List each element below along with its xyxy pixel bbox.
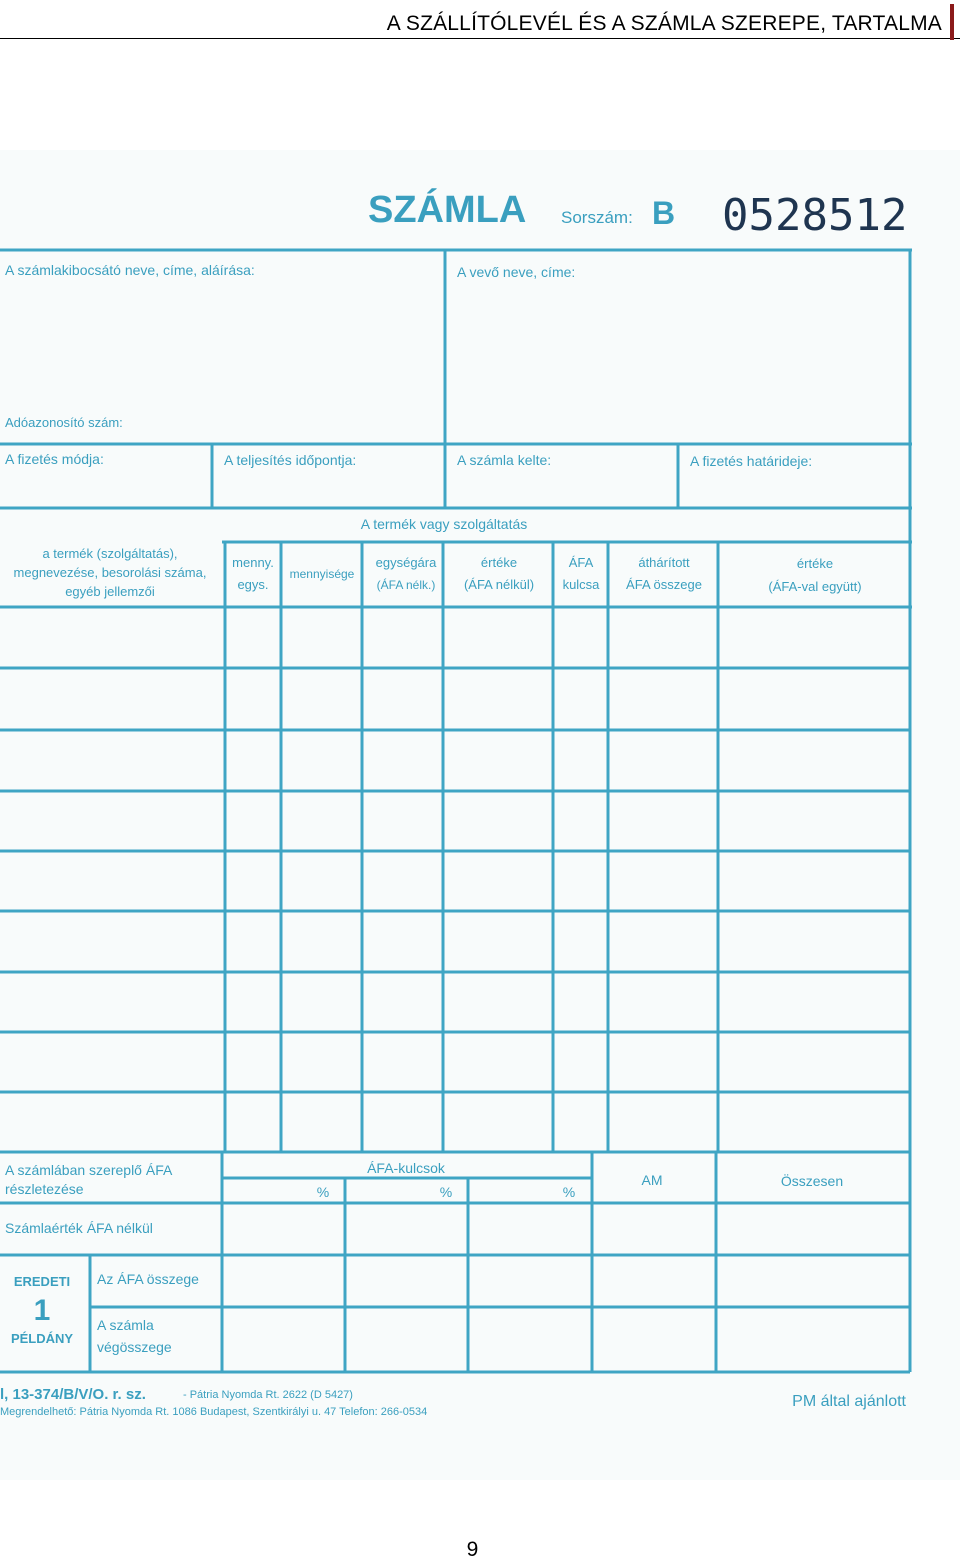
percent-1: %: [316, 1184, 330, 1200]
footer-printer: - Pátria Nyomda Rt. 2622 (D 5427): [183, 1389, 353, 1401]
col-gross-value-line2: (ÁFA-val együtt): [768, 579, 862, 594]
grand-total-line1: A számla: [97, 1317, 154, 1333]
col-unit-price-line2: (ÁFA nélk.): [376, 578, 436, 592]
col-unit-line1: menny.: [232, 555, 274, 570]
page-header-title: A SZÁLLÍTÓLEVÉL ÉS A SZÁMLA SZEREPE, TARTALMA: [386, 12, 942, 35]
tax-id-label: Adóazonosító szám:: [5, 415, 123, 430]
issuer-label: A számlakibocsátó neve, címe, aláírása:: [5, 262, 255, 278]
percent-3: %: [562, 1184, 576, 1200]
invoice-date-label: A számla kelte:: [457, 452, 552, 468]
copy-label-copy: PÉLDÁNY: [10, 1331, 74, 1346]
payment-method-label: A fizetés módja:: [5, 451, 104, 467]
col-gross-value-line1: értéke: [796, 556, 834, 571]
payment-due-label: A fizetés határideje:: [690, 453, 813, 469]
vat-breakdown-line2: részletezése: [5, 1181, 84, 1197]
percent-2: %: [439, 1184, 453, 1200]
col-unit-price-line1: egységára: [375, 555, 437, 570]
serial-series: B: [652, 195, 676, 231]
product-group-label: A termék vagy szolgáltatás: [360, 516, 528, 532]
vat-breakdown-line1: A számlában szereplő ÁFA: [5, 1162, 173, 1178]
vat-total-label: Az ÁFA összege: [97, 1271, 199, 1287]
grand-total-line2: végösszege: [97, 1339, 172, 1355]
serial-label: Sorszám:: [561, 208, 633, 227]
fulfillment-date-label: A teljesítés időpontja:: [224, 452, 357, 468]
column-headers: [14, 546, 862, 599]
col-net-value-line2: (ÁFA nélkül): [463, 577, 535, 592]
invoice-title: SZÁMLA: [368, 189, 527, 231]
vat-rates-label: ÁFA-kulcsok: [367, 1160, 445, 1176]
invoice-form-drawing: [0, 150, 960, 1480]
serial-number: 0528512: [722, 190, 908, 241]
footer-recommended: PM által ajánlott: [792, 1393, 906, 1410]
header-rule: [0, 38, 960, 39]
col-unit-line2: egys.: [237, 577, 269, 592]
buyer-label: A vevő neve, címe:: [457, 264, 576, 280]
copy-number: 1: [33, 1294, 51, 1327]
form-grid-lines: [0, 250, 912, 1372]
col-desc-line2: megnevezése, besorolási száma,: [13, 565, 207, 580]
total-label: Összesen: [780, 1173, 844, 1189]
col-vat-amount-line2: ÁFA összege: [626, 577, 702, 592]
col-net-value-line1: értéke: [480, 555, 518, 570]
col-vat-rate-line1: ÁFA: [568, 555, 594, 570]
col-vat-rate-line2: kulcsa: [562, 577, 600, 592]
copy-label-original: EREDETI: [13, 1274, 71, 1289]
footer-order-info: Megrendelhető: Pátria Nyomda Rt. 1086 Budapest, Szentkirályi u. 47 Telefon: 266-0534: [0, 1406, 428, 1418]
net-total-label: Számlaérték ÁFA nélkül: [5, 1220, 153, 1236]
col-desc-line3: egyéb jellemzői: [65, 584, 155, 599]
page-number: 9: [466, 1538, 479, 1561]
footer-form-code: l, 13-374/B/V/O. r. sz.: [0, 1386, 146, 1403]
header-corner-mark: [950, 4, 954, 40]
invoice-form-scan: [0, 150, 960, 1480]
col-qty: mennyisége: [289, 567, 355, 581]
am-label: AM: [641, 1172, 663, 1188]
col-desc-line1: a termék (szolgáltatás),: [42, 546, 178, 561]
col-vat-amount-line1: áthárított: [638, 555, 690, 570]
